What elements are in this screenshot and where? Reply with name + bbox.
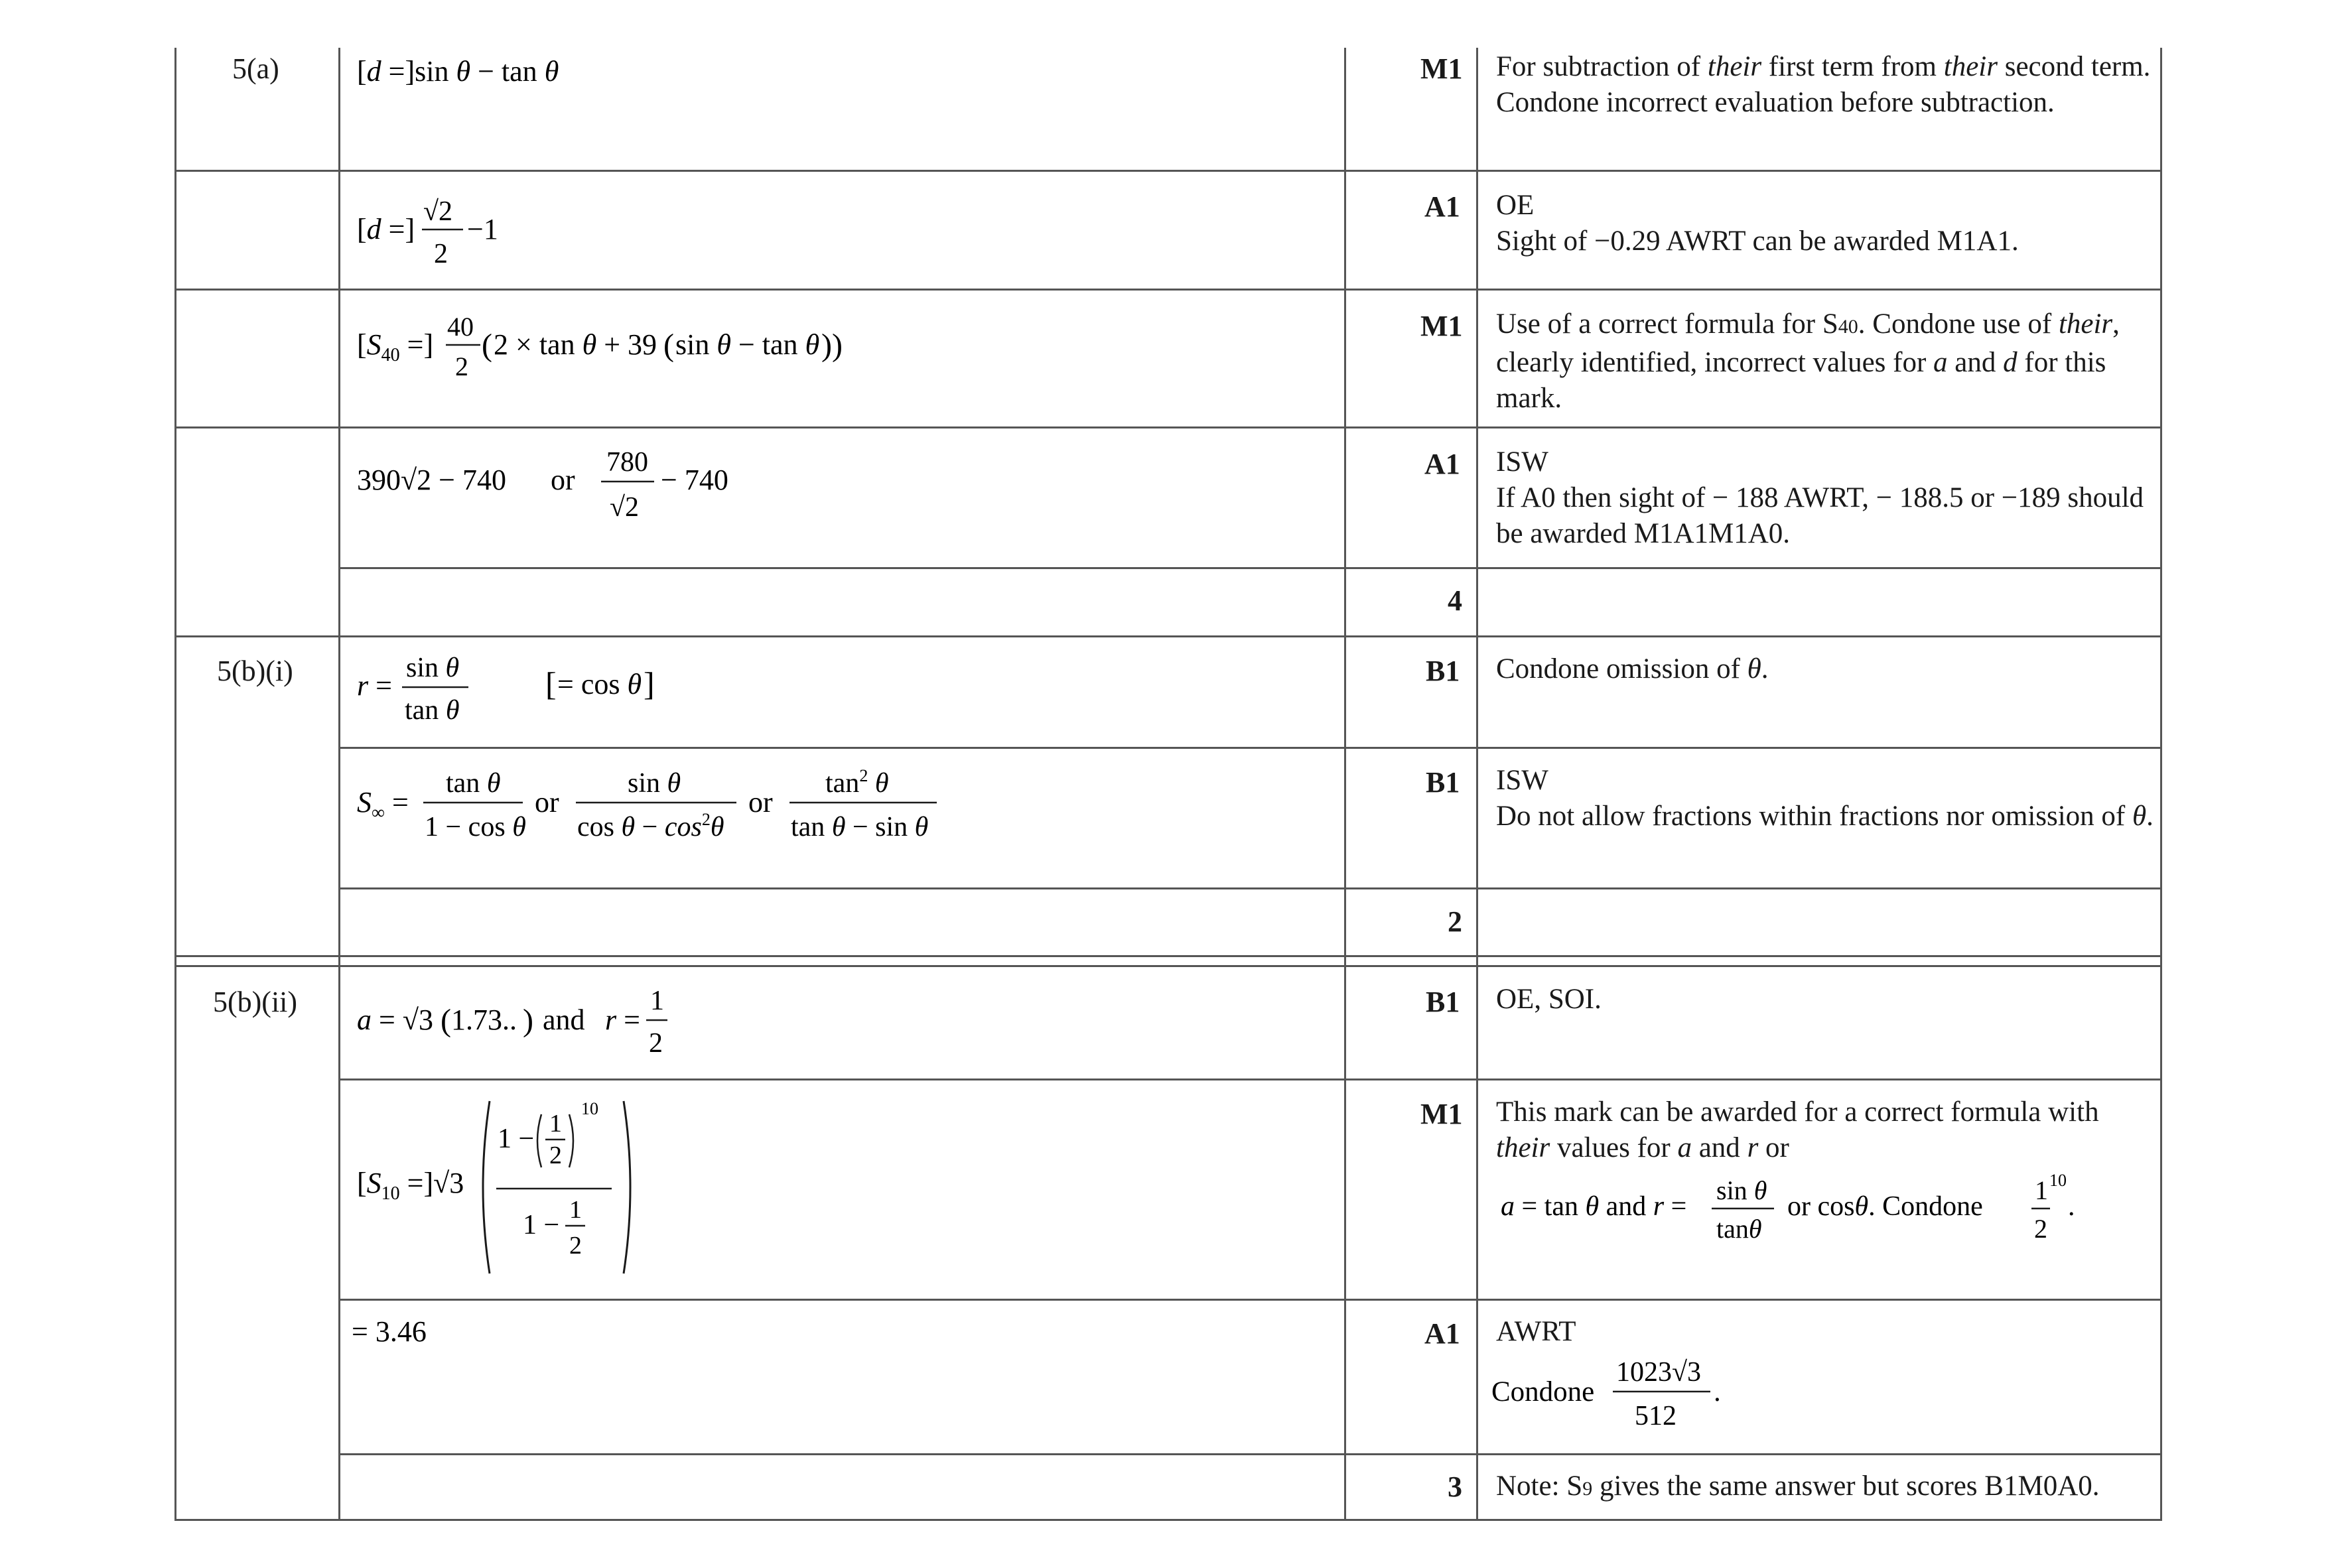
answer-expression (357, 306, 888, 400)
svg-text:)): )) (821, 328, 843, 363)
svg-text:1 −: 1 − (523, 1210, 560, 1240)
guidance-formula (1501, 1171, 2098, 1274)
guidance-line: Condone incorrect evaluation before subtraction. (1496, 87, 2055, 118)
svg-text:1.73..: 1.73.. (451, 1004, 517, 1036)
mark-code: B1 (1426, 766, 1460, 799)
total-marks: 2 (1448, 905, 1462, 938)
row-divider (338, 747, 2162, 749)
svg-text:sin θ: sin θ (628, 768, 681, 799)
guidance-line: If A0 then sight of − 188 AWRT, − 188.5 or −189 should be awarded M1A1M1A0. (1496, 482, 2144, 549)
total-marks: 4 (1448, 584, 1462, 617)
guidance-text (1496, 49, 2159, 121)
guidance-text (1496, 306, 2159, 417)
svg-text:(: ( (663, 328, 674, 363)
svg-text:a = tan θ and r =: a = tan θ and r = (1501, 1191, 1687, 1222)
guidance-text (1496, 1094, 2159, 1166)
question-label: 5(a) (232, 52, 279, 85)
svg-text:S∞ =: $S_\infty$ = (357, 786, 409, 823)
answer-d-sin-tan (357, 48, 689, 94)
svg-text:2: 2 (649, 1028, 663, 1059)
guidance-line: Use of a correct formula for S40. Condone use of their, clearly identified, incorrect values for a and d for this mark. (1496, 308, 2120, 414)
svg-text:1023√3: 1023√3 (1616, 1357, 1702, 1388)
guidance-text (1496, 651, 2159, 687)
svg-text:[d =]: [d =] (357, 213, 415, 245)
guidance-text (1496, 982, 2159, 1017)
svg-text:2: 2 (434, 239, 448, 269)
svg-text:1: 1 (2035, 1175, 2048, 1205)
svg-text:10: 10 (581, 1099, 598, 1118)
mark-code: B1 (1426, 986, 1460, 1018)
guidance-formula (1491, 1346, 1757, 1447)
guidance-condone-svg (1491, 1346, 1757, 1439)
column-divider (1476, 48, 1478, 1521)
question-label: 5(b)(ii) (213, 986, 298, 1018)
svg-text:2: 2 (455, 352, 468, 381)
column-divider (2160, 48, 2162, 1521)
answer-expression (357, 982, 755, 1075)
row-divider (338, 1299, 2162, 1301)
column-divider (174, 48, 176, 1521)
svg-text:sin θ: sin θ (406, 653, 460, 683)
svg-text:1 − cos θ: 1 − cos θ (425, 812, 526, 842)
svg-text:2: 2 (2034, 1214, 2047, 1244)
svg-text:sin θ − tan θ: sin θ − tan θ (675, 328, 820, 361)
column-divider (1344, 48, 1346, 1521)
answer-expression (357, 764, 994, 864)
row-divider (174, 289, 2162, 291)
guidance-line: Note: S9 gives the same answer but scores B1M0A0. (1496, 1470, 2100, 1502)
guidance-line: ISW (1496, 446, 1548, 478)
svg-text:r =: r = (605, 1004, 640, 1036)
svg-text:[d =]sin θ − tan θ: [d =]sin θ − tan θ (357, 55, 559, 88)
mark-code: A1 (1424, 448, 1460, 480)
answer-s40-formula (357, 306, 888, 393)
svg-text:.: . (1714, 1376, 1721, 1407)
guidance-text (1496, 1469, 2159, 1507)
guidance-line: Condone omission of θ. (1496, 653, 1769, 685)
answer-a-and-r (357, 982, 755, 1068)
answer-s-infinity (357, 764, 994, 857)
guidance-line: Do not allow fractions within fractions nor omission of θ. (1496, 801, 2154, 832)
svg-text:r =: r = (357, 669, 392, 702)
row-divider (338, 567, 2162, 569)
answer-expression (357, 444, 821, 538)
svg-text:2: 2 (569, 1232, 582, 1260)
svg-text:and: and (543, 1004, 585, 1036)
svg-text:or: or (748, 786, 773, 818)
guidance-line: AWRT (1496, 1316, 1576, 1347)
svg-text:a = √3: a = √3 (357, 1004, 433, 1036)
guidance-text (1496, 444, 2159, 552)
mark-code: M1 (1420, 52, 1463, 85)
svg-text:1: 1 (650, 986, 664, 1016)
guidance-formula-svg (1501, 1171, 2098, 1267)
mark-code: A1 (1424, 190, 1460, 223)
guidance-line: OE (1496, 190, 1535, 221)
row-divider (338, 1078, 2162, 1080)
svg-text:= 3.46: = 3.46 (352, 1315, 427, 1348)
svg-text:40: 40 (447, 312, 474, 342)
svg-text:512: 512 (1635, 1401, 1677, 1431)
row-divider (338, 887, 2162, 889)
svg-text:or: or (535, 786, 559, 818)
svg-text:− 740: − 740 (661, 464, 728, 496)
svg-text:Condone: Condone (1491, 1376, 1595, 1407)
row-divider (338, 1453, 2162, 1455)
answer-expression (357, 48, 689, 101)
svg-text:1: 1 (569, 1196, 582, 1224)
row-divider (174, 955, 2162, 957)
answer-s10-formula (357, 1094, 702, 1280)
guidance-text (1496, 188, 2159, 259)
answer-expression (357, 650, 755, 744)
svg-text:sin θ: sin θ (1716, 1175, 1767, 1205)
answer-d-root2 (357, 191, 622, 277)
answer-r-ratio (357, 650, 755, 736)
svg-text:]: ] (644, 665, 655, 702)
svg-text:1 −: 1 − (498, 1124, 535, 1154)
svg-text:2 × tan θ + 39: 2 × tan θ + 39 (494, 328, 657, 361)
guidance-text (1496, 763, 2159, 834)
row-divider (174, 170, 2162, 172)
total-marks: 3 (1448, 1470, 1462, 1503)
svg-text:(: ( (482, 328, 492, 363)
svg-text:): ) (523, 1003, 533, 1038)
mark-code: M1 (1420, 1098, 1463, 1130)
mark-code: M1 (1420, 310, 1463, 342)
svg-text:[S10 =]√3: $[S_{10} =]√3$ (357, 1167, 464, 1204)
column-divider (338, 48, 340, 1521)
svg-text:780: 780 (606, 447, 648, 478)
svg-text:−1: −1 (467, 213, 498, 245)
svg-text:tan θ − sin θ: tan θ − sin θ (791, 812, 929, 842)
question-label: 5(b)(i) (217, 655, 293, 687)
svg-text:or: or (551, 464, 575, 496)
svg-text:(: ( (441, 1003, 451, 1038)
answer-expression (357, 191, 622, 285)
guidance-line: For subtraction of their first term from their second term. (1496, 51, 2151, 82)
svg-text:tan θ: tan θ (405, 695, 460, 726)
guidance-line: Sight of −0.29 AWRT can be awarded M1A1. (1496, 226, 2019, 257)
answer-346 (352, 1312, 551, 1358)
mark-code: A1 (1424, 1317, 1460, 1350)
answer-expression (352, 1312, 551, 1366)
row-divider (174, 635, 2162, 637)
svg-text:cos θ − cos2θ: $\cos \theta - \cos^2\theta$ (577, 810, 724, 842)
answer-390root2 (357, 444, 821, 531)
svg-text:tan θ: tan θ (446, 768, 501, 799)
svg-text:[S40 =]: [$S_{40}$ =] (357, 328, 434, 365)
guidance-line: ISW (1496, 765, 1548, 796)
svg-text:or cosθ. Condone: or cosθ. Condone (1787, 1191, 1983, 1222)
svg-text:tan2 θ: $\tan^2 \theta$ (825, 766, 889, 799)
svg-text:√2: √2 (423, 196, 453, 227)
svg-text:390√2 − 740: 390√2 − 740 (357, 464, 506, 496)
guidance-line: OE, SOI. (1496, 984, 1602, 1015)
answer-expression (357, 1094, 702, 1287)
row-divider (174, 965, 2162, 967)
guidance-line: This mark can be awarded for a correct formula with their values for a and r or (1496, 1096, 2099, 1163)
svg-text:2: 2 (549, 1142, 562, 1169)
svg-text:1: 1 (549, 1110, 562, 1138)
svg-text:.: . (2068, 1191, 2075, 1222)
svg-text:[: [ (545, 665, 557, 702)
row-divider (174, 1519, 2162, 1521)
guidance-text (1496, 1314, 2159, 1350)
row-divider (174, 426, 2162, 428)
svg-text:10: 10 (2049, 1171, 2067, 1190)
svg-text:= cos θ: = cos θ (557, 668, 642, 700)
mark-code: B1 (1426, 655, 1460, 687)
svg-text:tanθ: tanθ (1716, 1214, 1762, 1244)
svg-text:√2: √2 (610, 492, 640, 523)
